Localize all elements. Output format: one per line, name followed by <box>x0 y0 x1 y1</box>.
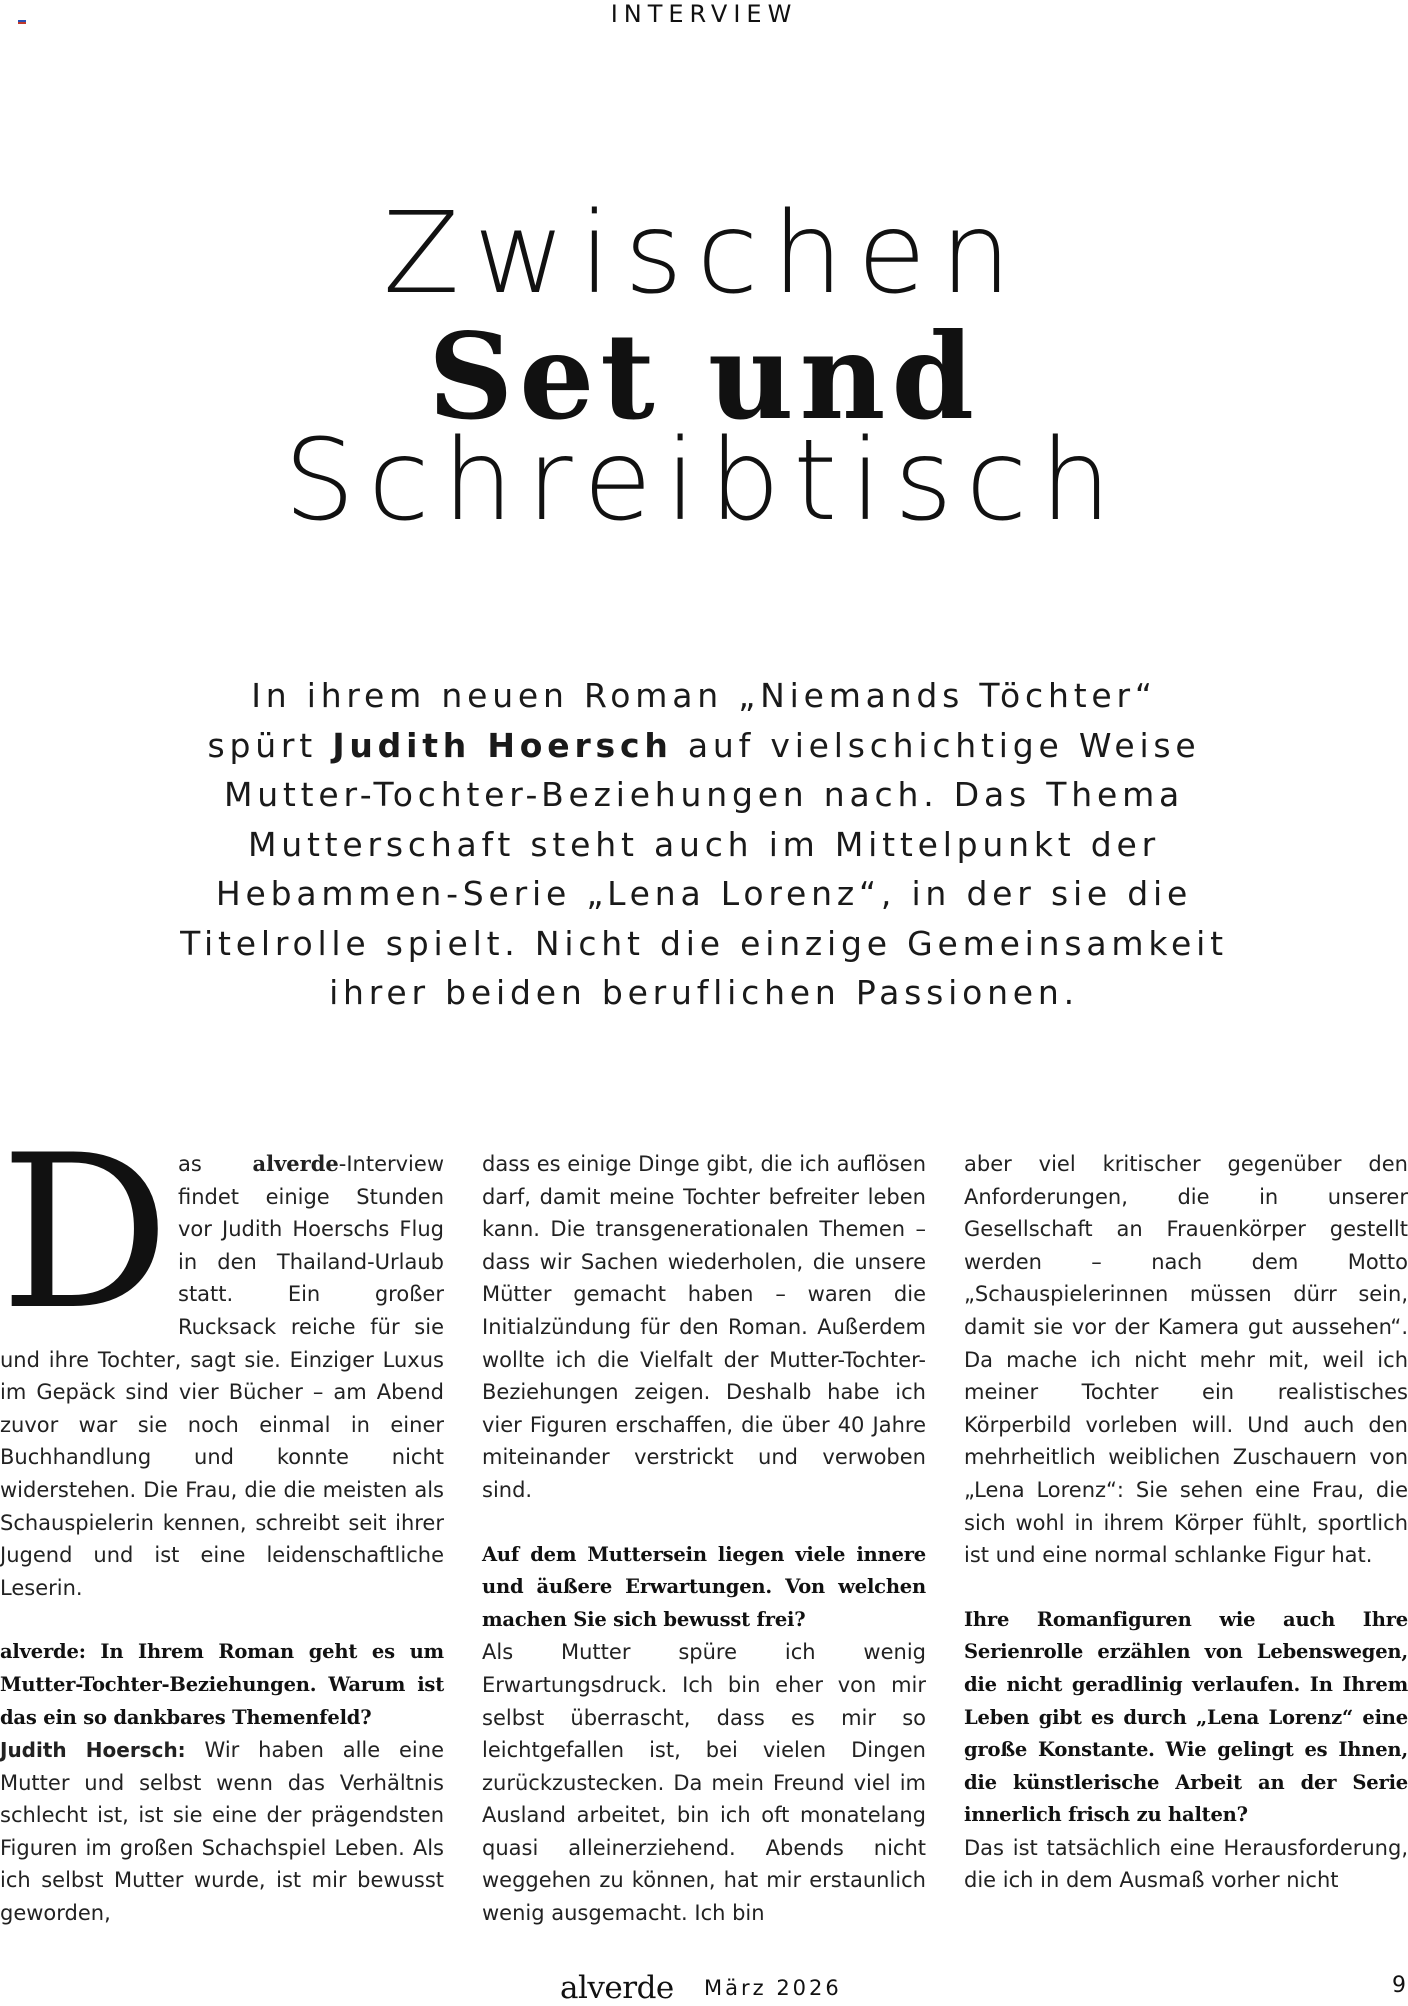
section-label: INTERVIEW <box>610 0 798 28</box>
question-2: Auf dem Muttersein liegen viele innere und äußere Erwartungen. Von welchen machen Sie sich bewusst frei? <box>482 1542 926 1631</box>
lead-line: In ihrem neuen Roman „Niemands Töchter“ <box>251 676 1157 715</box>
text-column-1 <box>0 1109 445 1930</box>
lead-line: Hebammen-Serie „Lena Lorenz“, in der sie die <box>215 874 1193 913</box>
drop-cap: D <box>0 1109 170 1356</box>
headline-line-3: Schreibtisch <box>283 416 1125 546</box>
brand-inline: alverde <box>252 1151 339 1176</box>
lead-line: spürt Judith Hoersch auf vielschichtige Weise <box>207 725 1201 765</box>
headline-line-2: Set und <box>428 307 980 446</box>
text-column-2 <box>482 1148 926 1930</box>
headline-line-1: Zwischen <box>382 189 1026 319</box>
answer-3: Das ist tatsächlich eine Herausforderung, die ich in dem Ausmaß vorher nicht <box>964 1835 1408 1893</box>
question-3: Ihre Romanfiguren wie auch Ihre Serienrolle erzählen von Lebenswegen, die nicht geradlinig verlaufen. In Ihrem Leben gibt es durch „Lena Lorenz“ eine große Konstante. Wie gelingt es Ihnen, die künstlerische Arbeit an der Serie innerlich frisch zu halten? <box>964 1607 1408 1827</box>
lead-line: Mutter-Tochter-Beziehungen nach. Das Thema <box>223 775 1185 814</box>
footer-brand-logo: alverde <box>560 1970 674 2006</box>
lead-line: Mutterschaft steht auch im Mittelpunkt der <box>247 824 1161 864</box>
intro-paragraph: as alverde-Interview findet einige Stunden vor Judith Hoerschs Flug in den Thailand-Urlaub statt. Ein großer Rucksack reiche für sie und ihre Tochter, sagt sie. Einziger Luxus im Gepäck sind vier Bücher – am Abend zuvor war sie noch einmal in einer Buchhandlung und konnte nicht widerstehen. Die Frau, die die meisten als Schauspielerin kennen, schreibt seit ihrer Jugend und ist eine leidenschaftliche Leserin. <box>0 1151 444 1600</box>
answer-2: Als Mutter spüre ich wenig Erwartungsdruck. Ich bin eher von mir selbst überrascht, dass es mir so leichtgefallen ist, bei vielen Dingen zurückzustecken. Da mein Freund viel im Ausland arbeitet, bin ich oft monatelang quasi alleinerziehend. Abends nicht weggehen zu können, hat mir erstaunlich wenig ausgemacht. Ich bin <box>482 1640 926 1926</box>
interviewee-name: Judith Hoersch <box>332 725 673 765</box>
text-column-3 <box>964 1148 1408 1897</box>
page-number: 9 <box>1392 1973 1406 1998</box>
lead-paragraph <box>130 671 1278 1018</box>
answer-1: Judith Hoersch: Wir haben alle eine Mutter und selbst wenn das Verhältnis schlecht ist, ist sie eine der prägendsten Figuren im großen Schachspiel Leben. Als ich selbst Mutter wurde, ist mir bewusst geworden, <box>0 1738 445 1926</box>
lead-line: ihrer beiden beruflichen Passionen. <box>329 973 1079 1012</box>
footer-issue-date: März 2026 <box>704 1976 842 2000</box>
answer-1-continued: dass es einige Dinge gibt, die ich auflösen darf, damit meine Tochter befreiter leben kann. Die transgenerationalen Themen – dass wir Sachen wiederholen, die unsere Mütter gemacht haben – waren die Initialzündung für den Roman. Außerdem wollte ich die Vielfalt der Mutter-Tochter-Beziehungen zeigen. Deshalb habe ich vier Figuren erschaffen, die über 40 Jahre miteinander verstrickt und verwoben sind. <box>482 1152 926 1502</box>
interviewer-label: alverde: <box>0 1640 86 1664</box>
speaker-label: Judith Hoersch: <box>0 1738 186 1763</box>
question-1: alverde: In Ihrem Roman geht es um Mutter-Tochter-Beziehungen. Warum ist das ein so dankbares Themenfeld? <box>0 1640 444 1729</box>
lead-line: Titelrolle spielt. Nicht die einzige Gemeinsamkeit <box>180 923 1228 963</box>
answer-2-continued: aber viel kritischer gegenüber den Anforderungen, die in unserer Gesellschaft an Frauenkörper gestellt werden – nach dem Motto „Schauspielerinnen müssen dürr sein, damit sie vor der Kamera gut aussehen“. Da mache ich nicht mehr mit, weil ich meiner Tochter ein realistisches Körperbild vorleben will. Und auch den mehrheitlich weiblichen Zuschauern von „Lena Lorenz“: Sie sehen eine Frau, die sich wohl in ihrem Körper fühlt, sportlich ist und eine normal schlanke Figur hat. <box>964 1152 1408 1568</box>
